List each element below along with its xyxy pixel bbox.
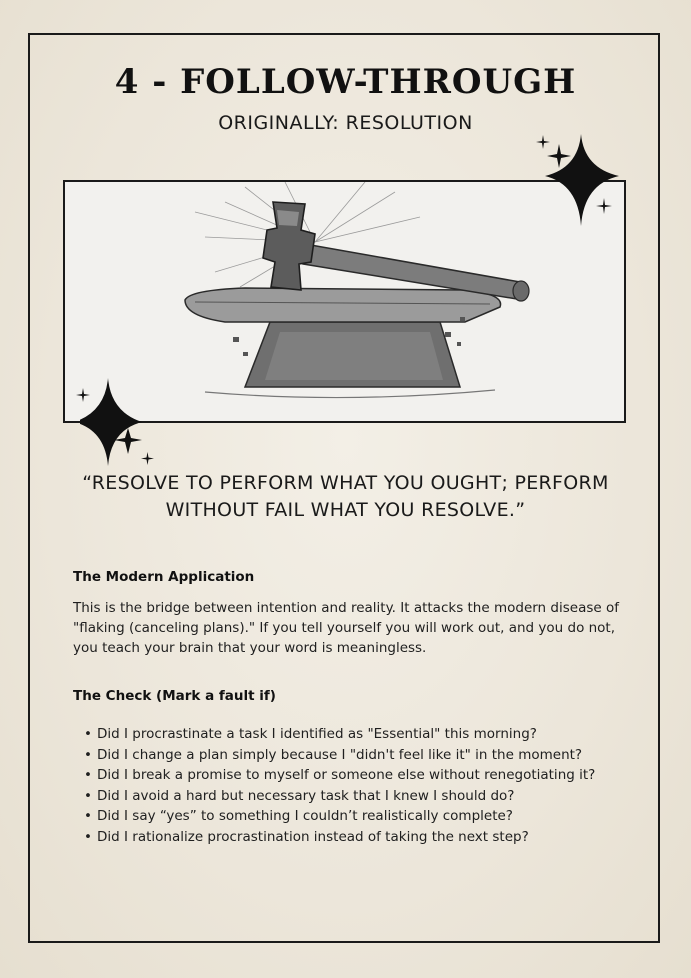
sparkle-star-icon: [596, 198, 612, 214]
modern-application-body: This is the bridge between intention and reality. It attacks the modern disease of "flaking (canceling plans)." If you tell yourself you will work out, and you do not, you teach your brain that your word is meaningless.: [73, 600, 619, 656]
sparkle-star-icon: [76, 388, 90, 402]
list-item: • Did I avoid a hard but necessary task that I knew I should do?: [73, 786, 648, 807]
list-item: • Did I procrastinate a task I identified as "Essential" this morning?: [73, 724, 648, 745]
check-list: [73, 724, 648, 847]
sparkle-star-icon: [141, 452, 154, 465]
quote: “RESOLVE TO PERFORM WHAT YOU OUGHT; PERFORM WITHOUT FAIL WHAT YOU RESOLVE.”: [82, 472, 609, 521]
page-title: 4 - FOLLOW-THROUGH: [114, 62, 577, 102]
list-item: • Did I break a promise to myself or someone else without renegotiating it?: [73, 765, 648, 786]
page-subtitle: ORIGINALLY: RESOLUTION: [218, 112, 473, 134]
list-item: • Did I change a plan simply because I "didn't feel like it" in the moment?: [73, 745, 648, 766]
sparkle-cluster-top-right: [545, 134, 620, 229]
check-heading: The Check (Mark a fault if): [73, 688, 276, 704]
sparkle-star-icon: [547, 144, 571, 168]
list-item: • Did I say “yes” to something I couldn’t realistically complete?: [73, 806, 648, 827]
modern-application-heading: The Modern Application: [73, 569, 255, 585]
sparkle-star-icon: [536, 135, 550, 149]
list-item: • Did I rationalize procrastination instead of taking the next step?: [73, 827, 648, 848]
